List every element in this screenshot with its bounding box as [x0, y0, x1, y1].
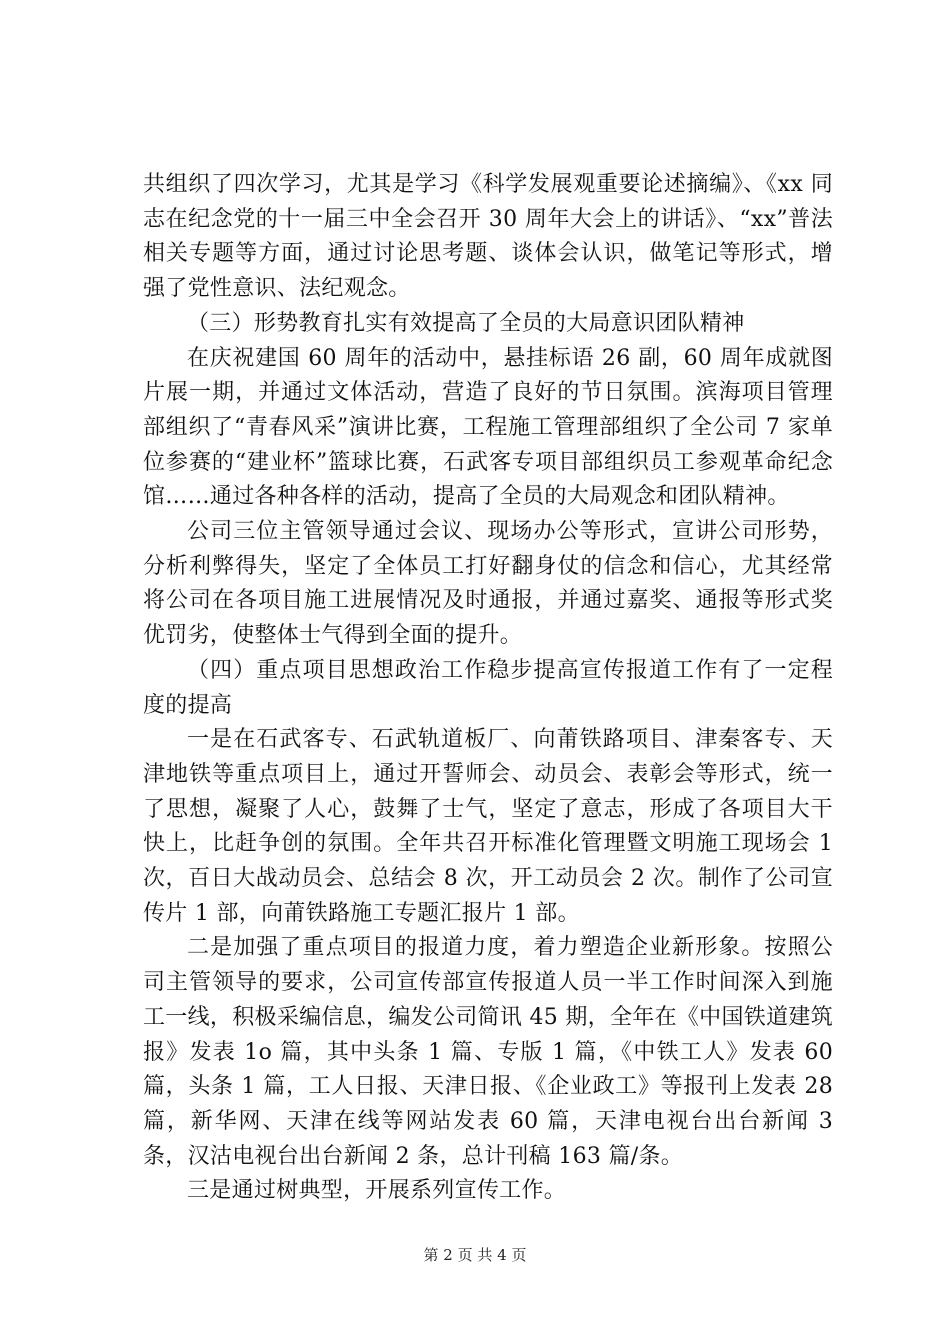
paragraph-leadership-briefings: 公司三位主管领导通过会议、现场办公等形式，宣讲公司形势，分析利弊得失，坚定了全体员工打好翻身仗的信念和信心，尤其经常将公司在各项目施工进展情况及时通报，并通过嘉奖、通报等形式奖优罚劣，使整体士气得到全面的提升。 — [143, 519, 833, 649]
paragraph-key-project-meetings: 一是在石武客专、石武轨道板厂、向莆铁路项目、津秦客专、天津地铁等重点项目上，通过开誓师会、动员会、表彰会等形式，统一了思想，凝聚了人心，鼓舞了士气，坚定了意志，形成了各项目大干快上，比赶争创的氛围。全年共召开标准化管理暨文明施工现场会 1 次，百日大战动员会、总结会 8 次，开工动员会 2 次。制作了公司宣传片 1 部，向莆铁路施工专题汇报片 1 部。 — [143, 727, 833, 926]
paragraph-study-sessions: 共组织了四次学习，尤其是学习《科学发展观重要论述摘编》、《xx 同志在纪念党的十一届三中全会召开 30 周年大会上的讲话》、“xx”普法相关专题等方面，通过讨论思考题、谈体会认识，做笔记等形式，增强了党性意识、法纪观念。 — [143, 172, 833, 302]
paragraph-media-reporting: 二是加强了重点项目的报道力度，着力塑造企业新形象。按照公司主管领导的要求，公司宣传部宣传报道人员一半工作时间深入到施工一线，积极采编信息，编发公司简讯 45 期，全年在《中国铁道建筑报》发表 1o 篇，其中头条 1 篇、专版 1 篇，《中铁工人》发表 60 篇，头条 1 篇，工人日报、天津日报、《企业政工》等报刊上发表 28 篇，新华网、天津在线等网站发表 60 篇，天津电视台出台新闻 3 条，汉沽电视台出台新闻 2 条，总计刊稿 163 篇/条。 — [143, 935, 833, 1169]
page-number-footer: 第 2 页 共 4 页 — [423, 1246, 527, 1264]
heading-situation-education: （三）形势教育扎实有效提高了全员的大局意识团队精神 — [187, 310, 745, 336]
document-body — [143, 168, 833, 1209]
paragraph-role-models: 三是通过树典型，开展系列宣传工作。 — [187, 1178, 567, 1204]
heading-key-projects-publicity: （四）重点项目思想政治工作稳步提高宣传报道工作有了一定程度的提高 — [143, 657, 833, 718]
paragraph-anniversary-activities: 在庆祝建国 60 周年的活动中，悬挂标语 26 副，60 周年成就图片展一期，并通过文体活动，营造了良好的节日氛围。滨海项目管理部组织了“青春风采”演讲比赛，工程施工管理部组织了全公司 7 家单位参赛的“建业杯”篮球比赛，石武客专项目部组织员工参观革命纪念馆……通过各种各样的活动，提高了全员的大局观念和团队精神。 — [143, 345, 833, 510]
